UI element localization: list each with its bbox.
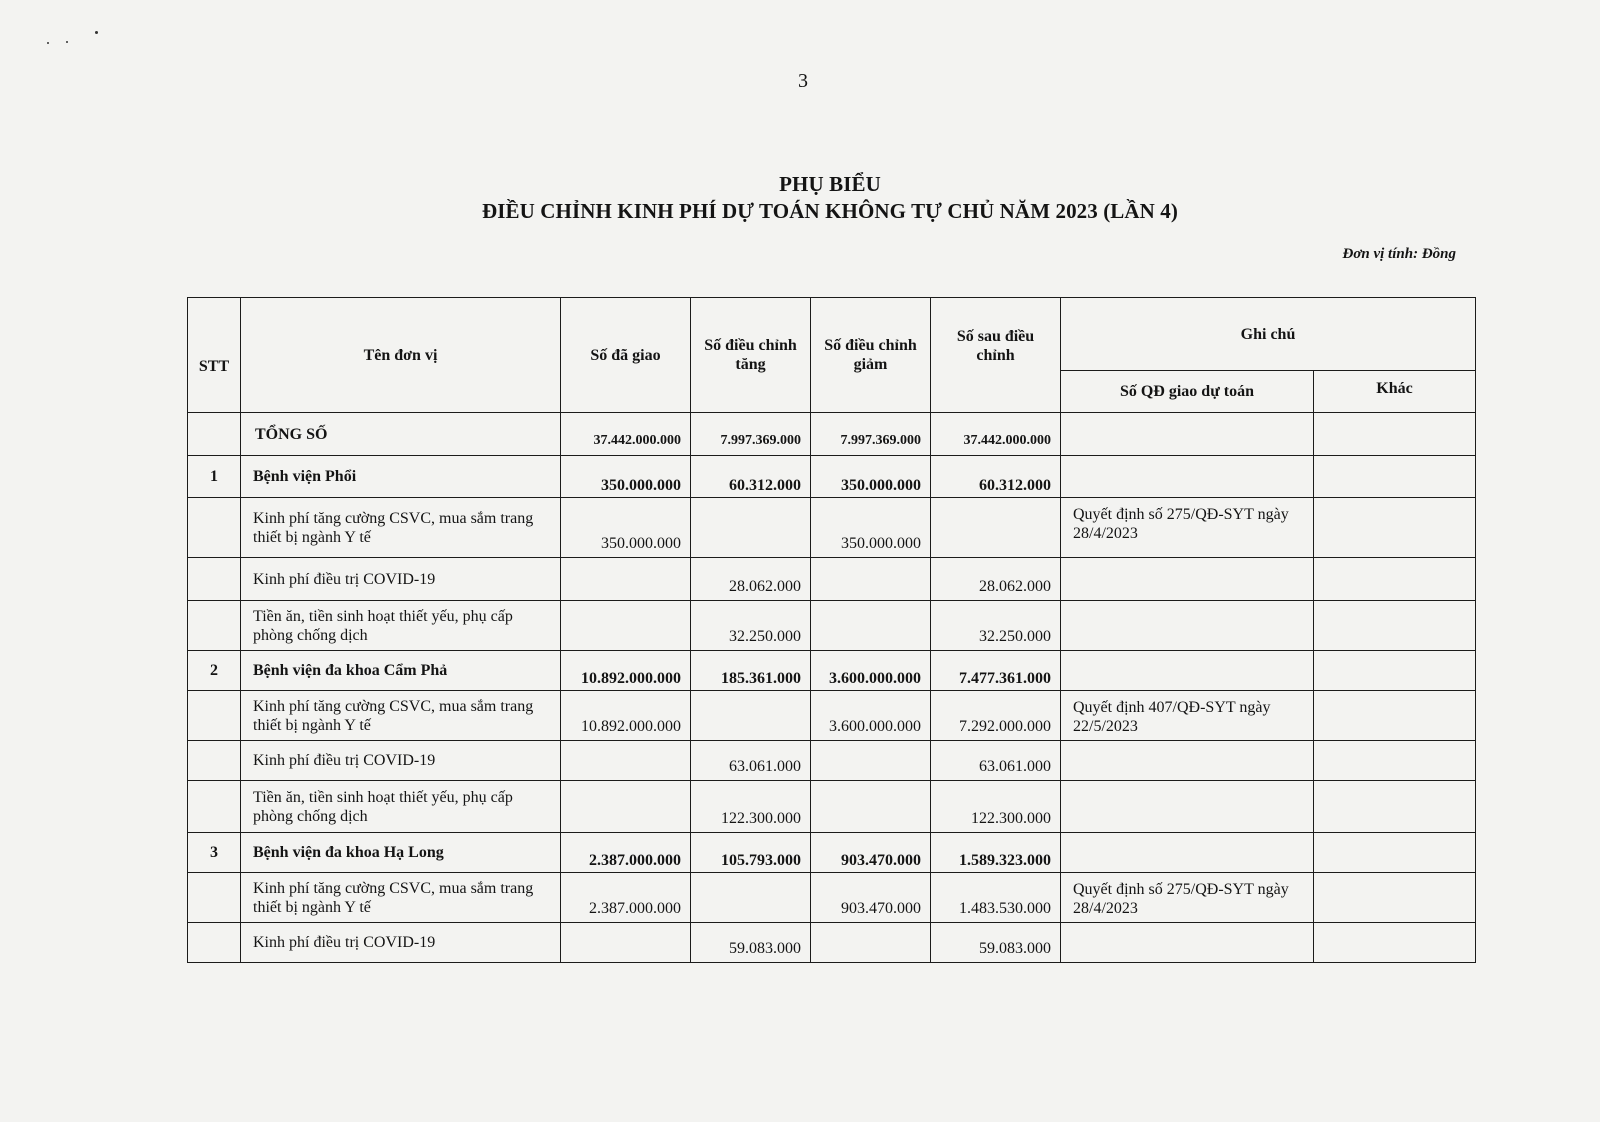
item-name-cell: Kinh phí điều trị COVID-19 [241, 558, 561, 601]
header-notes: Ghi chú [1061, 298, 1476, 371]
stt-cell [188, 873, 241, 923]
after-cell: 7.292.000.000 [931, 691, 1061, 741]
other-cell [1314, 456, 1476, 498]
other-cell [1314, 873, 1476, 923]
other-cell [1314, 498, 1476, 558]
other-cell [1314, 691, 1476, 741]
increase-cell: 122.300.000 [691, 781, 811, 833]
decrease-cell [811, 601, 931, 651]
header-stt: STT [188, 298, 241, 413]
increase-cell: 105.793.000 [691, 833, 811, 873]
stt-cell [188, 781, 241, 833]
stt-cell [188, 741, 241, 781]
increase-cell [691, 498, 811, 558]
after-cell: 32.250.000 [931, 601, 1061, 651]
header-increase [691, 298, 811, 413]
item-row [188, 781, 1476, 833]
after-cell: 28.062.000 [931, 558, 1061, 601]
after-cell: 1.483.530.000 [931, 873, 1061, 923]
header-decision: Số QĐ giao dự toán [1061, 371, 1314, 413]
assigned-cell [561, 741, 691, 781]
item-name-cell: Kinh phí tăng cường CSVC, mua sắm trang thiết bị ngành Y tế [241, 498, 561, 558]
scan-speck [66, 41, 68, 43]
item-row [188, 741, 1476, 781]
stt-cell: 1 [188, 456, 241, 498]
item-row [188, 601, 1476, 651]
assigned-cell: 350.000.000 [561, 456, 691, 498]
item-row [188, 498, 1476, 558]
table-header [188, 298, 1476, 413]
stt-cell [188, 413, 241, 456]
other-cell [1314, 413, 1476, 456]
assigned-cell: 10.892.000.000 [561, 691, 691, 741]
decision-cell: Quyết định số 275/QĐ-SYT ngày 28/4/2023 [1061, 498, 1314, 558]
item-row [188, 691, 1476, 741]
budget-adjustment-table [187, 297, 1476, 963]
header-name: Tên đơn vị [241, 298, 561, 413]
decision-cell [1061, 601, 1314, 651]
document-subtitle: ĐIỀU CHỈNH KINH PHÍ DỰ TOÁN KHÔNG TỰ CHỦ NĂM 2023 (LẦN 4) [481, 199, 1178, 223]
other-cell [1314, 833, 1476, 873]
scan-speck [95, 31, 98, 34]
decrease-cell [811, 781, 931, 833]
header-other: Khác [1314, 371, 1476, 413]
total-row [188, 413, 1476, 456]
decrease-cell: 7.997.369.000 [811, 413, 931, 456]
increase-cell: 185.361.000 [691, 651, 811, 691]
decrease-cell: 350.000.000 [811, 456, 931, 498]
increase-cell: 32.250.000 [691, 601, 811, 651]
decrease-cell: 3.600.000.000 [811, 651, 931, 691]
header-after-label: Số sau điều chỉnh [956, 328, 1035, 364]
after-cell: 122.300.000 [931, 781, 1061, 833]
unit-name-cell: Bệnh viện Phổi [241, 456, 561, 498]
increase-cell: 63.061.000 [691, 741, 811, 781]
stt-cell: 3 [188, 833, 241, 873]
increase-cell: 60.312.000 [691, 456, 811, 498]
item-name-cell: Kinh phí điều trị COVID-19 [241, 741, 561, 781]
total-name-cell: TỔNG SỐ [241, 413, 561, 456]
assigned-cell: 2.387.000.000 [561, 833, 691, 873]
assigned-cell [561, 558, 691, 601]
other-cell [1314, 651, 1476, 691]
decrease-cell: 350.000.000 [811, 498, 931, 558]
other-cell [1314, 741, 1476, 781]
item-name-cell: Kinh phí tăng cường CSVC, mua sắm trang thiết bị ngành Y tế [241, 873, 561, 923]
header-row [188, 298, 1476, 371]
header-after [931, 298, 1061, 413]
increase-cell: 7.997.369.000 [691, 413, 811, 456]
assigned-cell [561, 923, 691, 963]
decrease-cell [811, 923, 931, 963]
other-cell [1314, 923, 1476, 963]
decrease-cell: 903.470.000 [811, 833, 931, 873]
unit-name-cell: Bệnh viện đa khoa Hạ Long [241, 833, 561, 873]
item-name-cell: Tiền ăn, tiền sinh hoạt thiết yếu, phụ cấp phòng chống dịch [241, 601, 561, 651]
after-cell: 7.477.361.000 [931, 651, 1061, 691]
item-name-cell: Kinh phí tăng cường CSVC, mua sắm trang thiết bị ngành Y tế [241, 691, 561, 741]
header-assigned: Số đã giao [561, 298, 691, 413]
decision-cell [1061, 741, 1314, 781]
after-cell: 1.589.323.000 [931, 833, 1061, 873]
page-number: 3 [798, 70, 808, 92]
decision-cell [1061, 923, 1314, 963]
after-cell: 37.442.000.000 [931, 413, 1061, 456]
other-cell [1314, 601, 1476, 651]
item-name-cell: Kinh phí điều trị COVID-19 [241, 923, 561, 963]
after-cell [931, 498, 1061, 558]
after-cell: 63.061.000 [931, 741, 1061, 781]
stt-cell: 2 [188, 651, 241, 691]
item-row [188, 558, 1476, 601]
decision-cell [1061, 651, 1314, 691]
decision-cell [1061, 413, 1314, 456]
unit-name-cell: Bệnh viện đa khoa Cẩm Phả [241, 651, 561, 691]
header-decrease-label: Số điều chỉnh giảm [824, 337, 917, 373]
decision-cell: Quyết định 407/QĐ-SYT ngày 22/5/2023 [1061, 691, 1314, 741]
assigned-cell: 37.442.000.000 [561, 413, 691, 456]
stt-cell [188, 601, 241, 651]
assigned-cell: 10.892.000.000 [561, 651, 691, 691]
decision-cell [1061, 781, 1314, 833]
unit-row [188, 651, 1476, 691]
decision-cell: Quyết định số 275/QĐ-SYT ngày 28/4/2023 [1061, 873, 1314, 923]
decrease-cell: 3.600.000.000 [811, 691, 931, 741]
other-cell [1314, 558, 1476, 601]
increase-cell: 59.083.000 [691, 923, 811, 963]
assigned-cell: 350.000.000 [561, 498, 691, 558]
header-increase-label: Số điều chỉnh tăng [704, 337, 797, 373]
decrease-cell [811, 558, 931, 601]
after-cell: 60.312.000 [931, 456, 1061, 498]
table-body [188, 413, 1476, 963]
unit-row [188, 833, 1476, 873]
assigned-cell [561, 601, 691, 651]
other-cell [1314, 781, 1476, 833]
decrease-cell [811, 741, 931, 781]
scan-speck [47, 42, 49, 44]
decision-cell [1061, 456, 1314, 498]
stt-cell [188, 923, 241, 963]
increase-cell [691, 873, 811, 923]
item-name-cell: Tiền ăn, tiền sinh hoạt thiết yếu, phụ cấp phòng chống dịch [241, 781, 561, 833]
assigned-cell: 2.387.000.000 [561, 873, 691, 923]
stt-cell [188, 558, 241, 601]
header-decrease [811, 298, 931, 413]
stt-cell [188, 498, 241, 558]
stt-cell [188, 691, 241, 741]
assigned-cell [561, 781, 691, 833]
unit-note: Đơn vị tính: Đồng [1342, 246, 1456, 262]
unit-row [188, 456, 1476, 498]
increase-cell [691, 691, 811, 741]
item-row [188, 923, 1476, 963]
document-title: PHỤ BIỂU [779, 172, 881, 196]
after-cell: 59.083.000 [931, 923, 1061, 963]
item-row [188, 873, 1476, 923]
decision-cell [1061, 833, 1314, 873]
increase-cell: 28.062.000 [691, 558, 811, 601]
decrease-cell: 903.470.000 [811, 873, 931, 923]
decision-cell [1061, 558, 1314, 601]
